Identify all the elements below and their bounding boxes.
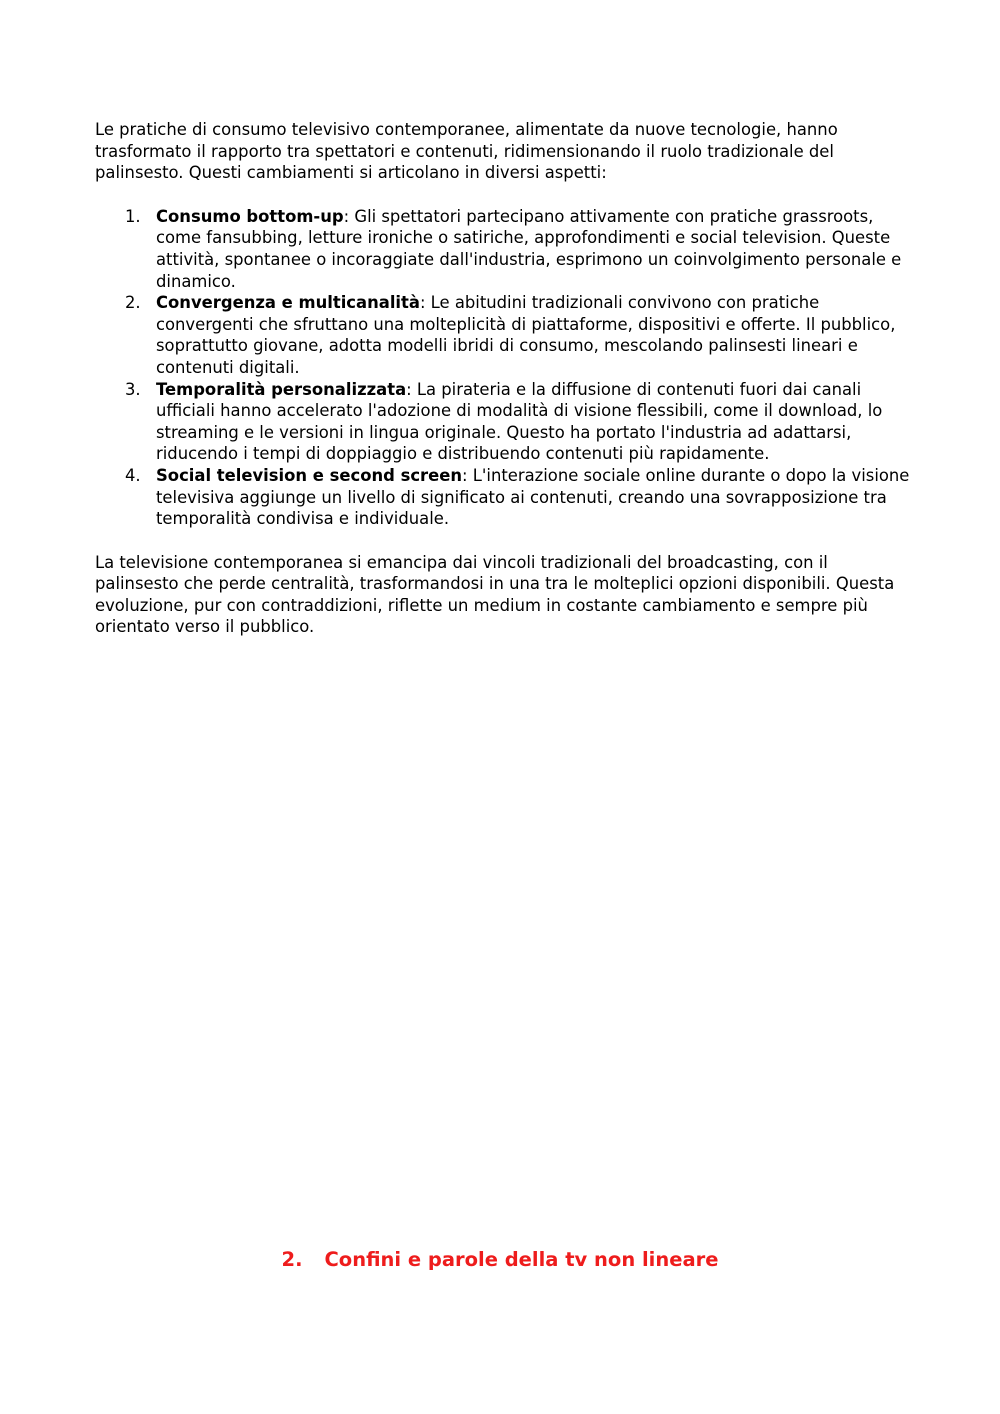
conclusion-paragraph: La televisione contemporanea si emancipa dai vincoli tradizionali del broadcasting, con il palinsesto che perde centralità, trasformandosi in una tra le molteplici opzioni disponibili. Questa evoluzione, pur con contraddizioni, riflette un medium in costante cambiamento e sempre più orientato verso il pubblico. [95, 552, 895, 637]
section-title: Confini e parole della tv non lineare [324, 1248, 719, 1271]
list-item-number: 3. [125, 379, 141, 399]
list-item-term: Social television e second screen [156, 465, 463, 485]
intro-paragraph: Le pratiche di consumo televisivo contemporanee, alimentate da nuove tecnologie, hanno trasformato il rapporto tra spettatori e contenuti, ridimensionando il ruolo tradizionale del palinsesto. Questi cambiamenti si articolano in diversi aspetti: [95, 120, 838, 183]
list-item-term: Convergenza e multicanalità [156, 293, 420, 313]
list-item [95, 206, 910, 292]
list-item-text: : Le abitudini tradizionali convivono con pratiche convergenti che sfruttano una molteplicità di piattaforme, dispositivi e offerte. Il pubblico, soprattutto giovane, adotta modelli ibridi di consumo, mescolando palinsesti lineari e contenuti digitali. [156, 293, 896, 377]
list-item-text: : Gli spettatori partecipano attivamente con pratiche grassroots, come fansubbing, letture ironiche o satiriche, approfondimenti e social television. Queste attività, spontanee o incoraggiate dall'industria, esprimono un coinvolgimento personale e dinamico. [156, 206, 902, 291]
section-number: 2. [281, 1248, 303, 1271]
list-item [95, 379, 910, 465]
list-item-term: Temporalità personalizzata [156, 379, 407, 399]
list-item-number: 2. [125, 293, 141, 313]
list-item-text: : L'interazione sociale online durante o dopo la visione televisiva aggiunge un livello di significato ai contenuti, creando una sovrapposizione tra temporalità condivisa e individuale. [156, 465, 910, 529]
list-item-number: 1. [125, 206, 141, 226]
list-item-number: 4. [125, 465, 141, 485]
aspects-list [95, 206, 910, 530]
list-item-text: : La pirateria e la diffusione di contenuti fuori dai canali ufficiali hanno accelerato l'adozione di modalità di visione flessibili, come il download, lo streaming e le versioni in lingua originale. Questo ha portato l'industria ad adattarsi, riducendo i tempi di doppiaggio e distribuendo contenuti più rapidamente. [156, 379, 883, 464]
document-body [95, 119, 910, 638]
list-item [95, 465, 910, 530]
list-item-term: Consumo bottom-up [156, 206, 344, 226]
section-heading [0, 1247, 1000, 1273]
list-item [95, 292, 910, 378]
